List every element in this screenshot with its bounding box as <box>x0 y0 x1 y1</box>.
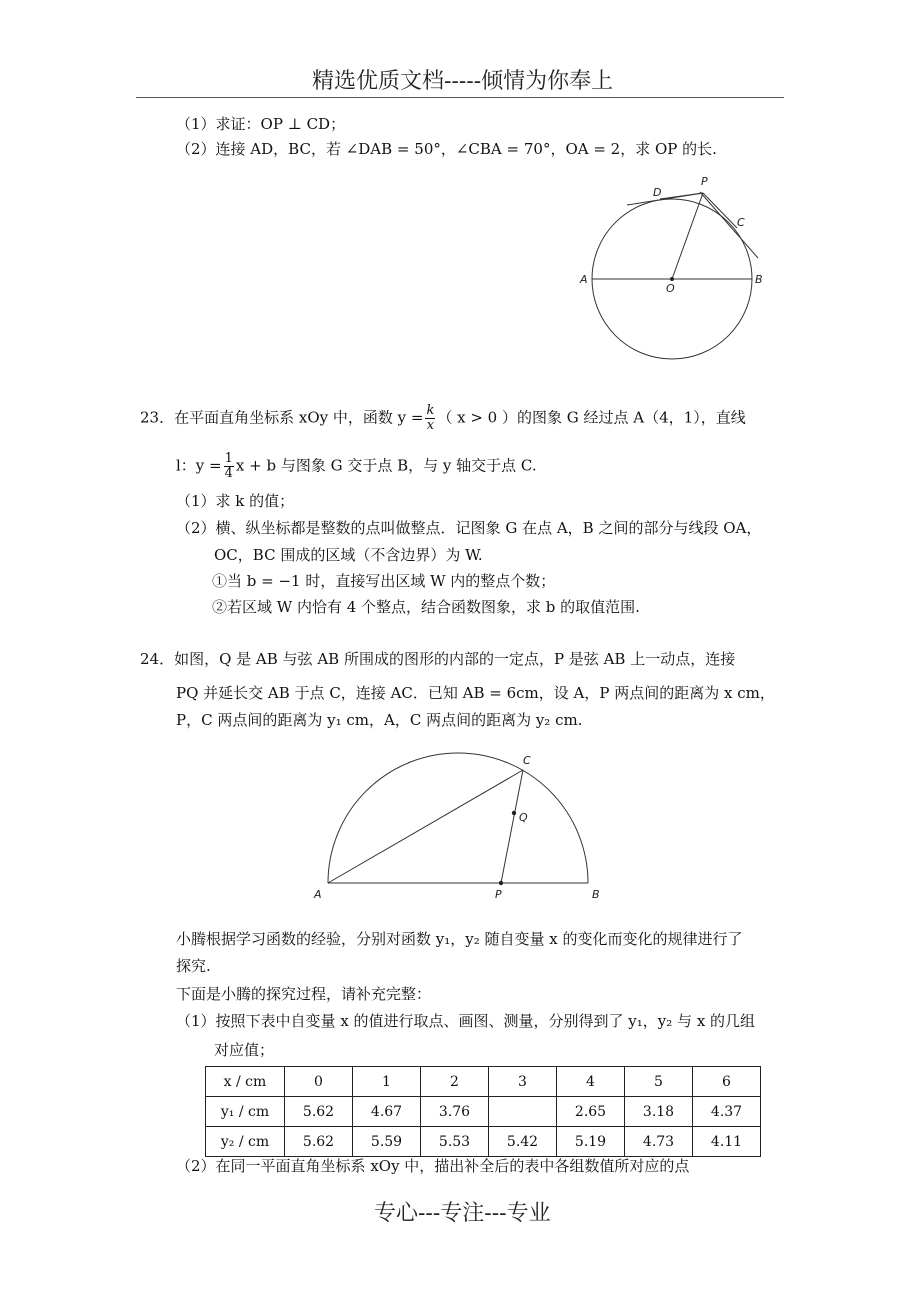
q23-line1-a: 在平面直角坐标系 xOy 中，函数 y = <box>174 408 424 427</box>
label-a: A <box>314 888 322 901</box>
label-q: Q <box>519 811 528 824</box>
table-cell: 5.53 <box>421 1127 489 1157</box>
frac-denominator: 4 <box>224 466 233 481</box>
point-p <box>499 881 503 885</box>
q24-semicircle-figure <box>300 745 620 910</box>
table-cell: 3.18 <box>625 1097 693 1127</box>
q22-circle-figure <box>570 170 790 370</box>
table-cell: 3.76 <box>421 1097 489 1127</box>
table-cell: 0 <box>285 1067 353 1097</box>
q24-step1-b: 对应值； <box>214 1041 275 1059</box>
q23-number: 23． <box>140 408 175 427</box>
q23-part1: （1）求 k 的值； <box>176 492 295 510</box>
label-b: B <box>592 888 600 901</box>
segment-dp <box>660 193 703 199</box>
q22-part1: （1）求证：OP ⊥ CD； <box>176 115 346 133</box>
table-cell: 5.59 <box>353 1127 421 1157</box>
q24-para1-a: 小腾根据学习函数的经验，分别对函数 y₁，y₂ 随自变量 x 的变化而变化的规律进行了 <box>176 930 743 948</box>
frac-numerator: 1 <box>224 451 233 466</box>
q23-frac-one-quarter <box>224 452 234 481</box>
table-cell-empty <box>489 1097 557 1127</box>
q24-para2: 下面是小腾的探究过程，请补充完整： <box>176 985 432 1003</box>
label-d: D <box>653 186 662 199</box>
table-cell: 4.37 <box>693 1097 761 1127</box>
q22-part2: （2）连接 AD，BC，若 ∠DAB = 50°，∠CBA = 70°，OA = 2，求 OP 的长. <box>176 140 717 158</box>
table-cell: 5.62 <box>285 1127 353 1157</box>
point-o <box>670 277 674 281</box>
table-row <box>206 1127 761 1157</box>
q23-part2-b: OC，BC 围成的区域（不含边界）为 W. <box>214 546 483 564</box>
page-header: 精选优质文档-----倾情为你奉上 <box>312 69 614 94</box>
q23-line2-b: x + b 与图象 G 交于点 B，与 y 轴交于点 C. <box>235 456 537 475</box>
table-cell: 6 <box>693 1067 761 1097</box>
segment-ac <box>328 770 523 883</box>
q23-frac-k-over-x <box>425 404 435 433</box>
q23-line1-b: （ x > 0 ）的图象 G 经过点 A（4，1），直线 <box>437 408 746 427</box>
label-c: C <box>523 754 531 767</box>
q24-line3: P，C 两点间的距离为 y₁ cm，A，C 两点间的距离为 y₂ cm. <box>176 711 583 729</box>
table-cell: 2.65 <box>557 1097 625 1127</box>
table-cell: 5 <box>625 1067 693 1097</box>
segment-op <box>672 193 703 279</box>
table-cell: 4.67 <box>353 1097 421 1127</box>
label-o: O <box>666 282 675 295</box>
q23-part2-a: （2）横、纵坐标都是整数的点叫做整点．记图象 G 在点 A，B 之间的部分与线段 OA， <box>176 519 762 537</box>
point-q <box>512 811 516 815</box>
page-footer: 专心---专注---专业 <box>374 1201 551 1226</box>
segment-pc <box>703 193 737 228</box>
q23-line1 <box>140 404 746 433</box>
table-cell: y₁ / cm <box>206 1097 285 1127</box>
tangent-line-c <box>700 192 758 258</box>
table-cell: 1 <box>353 1067 421 1097</box>
label-p: P <box>701 175 708 188</box>
table-cell: x / cm <box>206 1067 285 1097</box>
label-b: B <box>755 273 763 286</box>
table-row <box>206 1097 761 1127</box>
frac-denominator: x <box>426 418 435 433</box>
q23-line2 <box>176 452 537 481</box>
table-cell: 5.19 <box>557 1127 625 1157</box>
label-a: A <box>580 273 588 286</box>
q23-line2-a: l：y = <box>176 456 222 475</box>
table-cell: 5.62 <box>285 1097 353 1127</box>
q24-line2: PQ 并延长交 AB 于点 C，连接 AC．已知 AB = 6cm，设 A，P 两点间的距离为 x cm， <box>176 684 775 702</box>
table-cell: 3 <box>489 1067 557 1097</box>
q24-para1-b: 探究. <box>176 957 211 975</box>
table-cell: 4 <box>557 1067 625 1097</box>
q24-line1 <box>140 649 735 669</box>
q23-sub1: ①当 b = −1 时，直接写出区域 W 内的整点个数； <box>212 572 556 590</box>
table-header-row <box>206 1067 761 1097</box>
q24-step2: （2）在同一平面直角坐标系 xOy 中，描出补全后的表中各组数值所对应的点 <box>176 1157 690 1175</box>
table-cell: 2 <box>421 1067 489 1097</box>
table-cell: 4.11 <box>693 1127 761 1157</box>
table-cell: 4.73 <box>625 1127 693 1157</box>
values-table <box>205 1066 761 1157</box>
arc-ab <box>328 753 588 883</box>
table-cell: y₂ / cm <box>206 1127 285 1157</box>
segment-pc <box>501 770 523 883</box>
table-cell: 5.42 <box>489 1127 557 1157</box>
label-c: C <box>737 216 745 229</box>
header-rule <box>136 97 784 98</box>
q24-step1-a: （1）按照下表中自变量 x 的值进行取点、画图、测量，分别得到了 y₁，y₂ 与 x 的几组 <box>176 1012 756 1030</box>
q24-line1-text: 如图，Q 是 AB 与弦 AB 所围成的图形的内部的一定点，P 是弦 AB 上一动点，连接 <box>174 650 736 668</box>
label-p: P <box>495 888 502 901</box>
q23-sub2: ②若区域 W 内恰有 4 个整点，结合函数图象，求 b 的取值范围. <box>212 598 640 616</box>
frac-numerator: k <box>426 403 435 418</box>
q24-number: 24． <box>140 650 175 668</box>
